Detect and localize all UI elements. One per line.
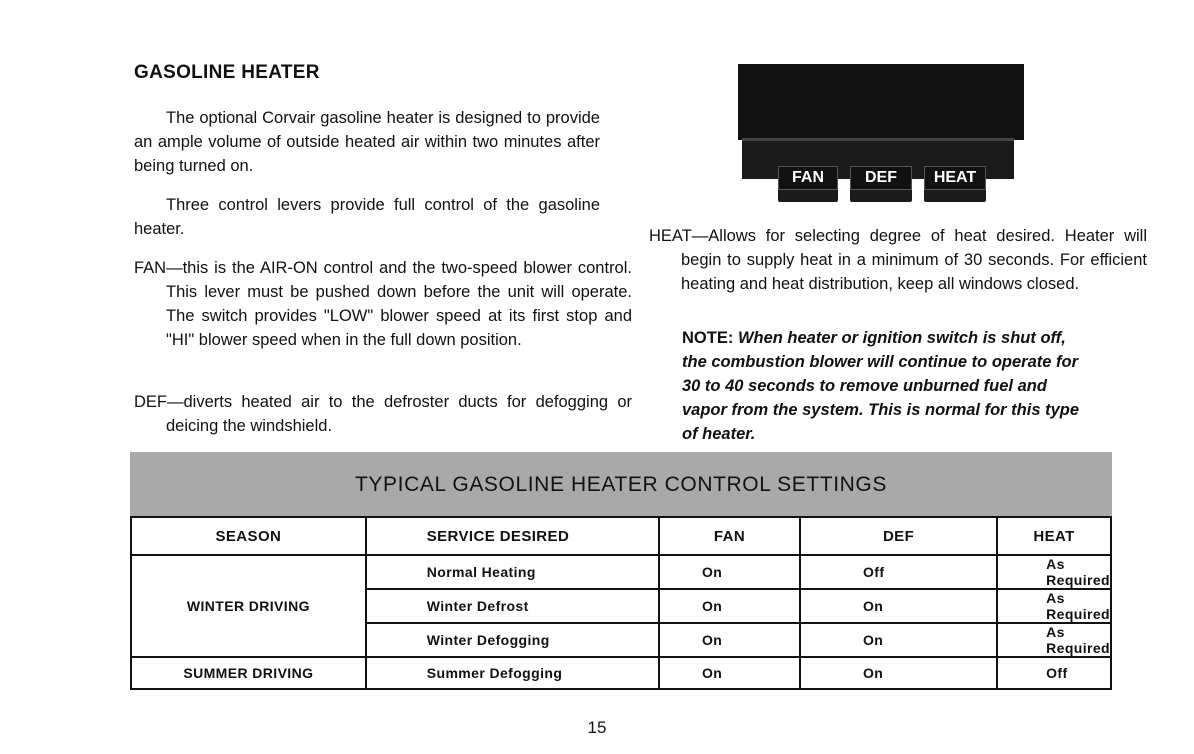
fan-description: FAN—this is the AIR-ON control and the two-speed blower control. This lever must be pushed down before the unit will operate. The switch provides "LOW" blower speed at its first stop and "HI" blower speed when in the full down position. bbox=[134, 259, 632, 349]
note-label: NOTE: bbox=[682, 329, 734, 347]
note-paragraph bbox=[682, 326, 1084, 446]
control-panel-housing bbox=[738, 64, 1024, 140]
note-text: When heater or ignition switch is shut off, the combustion blower will continue to operate for 30 to 40 seconds to remove unburned fuel and vapor from the system. This is normal for this type of heater. bbox=[682, 329, 1080, 443]
table-header-row bbox=[131, 517, 1111, 555]
heat-cell: As Required bbox=[997, 555, 1111, 589]
section-title: GASOLINE HEATER bbox=[134, 62, 320, 83]
def-lever-label: DEF bbox=[850, 166, 912, 190]
levers-paragraph: Three control levers provide full control of the gasoline heater. bbox=[134, 196, 600, 238]
fan-cell: On bbox=[659, 623, 800, 657]
intro-paragraph: The optional Corvair gasoline heater is designed to provide an ample volume of outside heated air within two minutes after being turned on. bbox=[134, 109, 600, 175]
heat-description: HEAT—Allows for selecting degree of heat desired. Heater will begin to supply heat in a minimum of 30 seconds. For efficient heating and heat distribution, keep all windows closed. bbox=[649, 227, 1147, 293]
table-title: TYPICAL GASOLINE HEATER CONTROL SETTINGS bbox=[355, 473, 887, 496]
header-service: SERVICE DESIRED bbox=[366, 517, 659, 555]
def-description: DEF—diverts heated air to the defroster ducts for defogging or deicing the windshield. bbox=[134, 393, 632, 435]
heat-cell: As Required bbox=[997, 589, 1111, 623]
heat-lever bbox=[924, 156, 986, 202]
fan-lever bbox=[778, 156, 838, 202]
def-cell: On bbox=[800, 589, 997, 623]
header-season: SEASON bbox=[131, 517, 366, 555]
header-def: DEF bbox=[800, 517, 997, 555]
heat-lever-label: HEAT bbox=[924, 166, 986, 190]
fan-cell: On bbox=[659, 555, 800, 589]
heat-cell: As Required bbox=[997, 623, 1111, 657]
table-row bbox=[131, 657, 1111, 689]
fan-cell: On bbox=[659, 657, 800, 689]
header-fan: FAN bbox=[659, 517, 800, 555]
service-cell: Winter Defogging bbox=[366, 623, 659, 657]
table-row bbox=[131, 555, 1111, 589]
def-cell: Off bbox=[800, 555, 997, 589]
service-cell: Summer Defogging bbox=[366, 657, 659, 689]
fan-cell: On bbox=[659, 589, 800, 623]
control-settings-table bbox=[130, 516, 1112, 690]
header-heat: HEAT bbox=[997, 517, 1111, 555]
def-cell: On bbox=[800, 657, 997, 689]
service-cell: Winter Defrost bbox=[366, 589, 659, 623]
page-number: 15 bbox=[587, 718, 607, 737]
season-summer: SUMMER DRIVING bbox=[131, 657, 366, 689]
fan-lever-label: FAN bbox=[778, 166, 838, 190]
def-lever bbox=[850, 156, 912, 202]
season-winter: WINTER DRIVING bbox=[131, 555, 366, 657]
heat-cell: Off bbox=[997, 657, 1111, 689]
table-title-bar bbox=[130, 452, 1112, 516]
def-cell: On bbox=[800, 623, 997, 657]
service-cell: Normal Heating bbox=[366, 555, 659, 589]
